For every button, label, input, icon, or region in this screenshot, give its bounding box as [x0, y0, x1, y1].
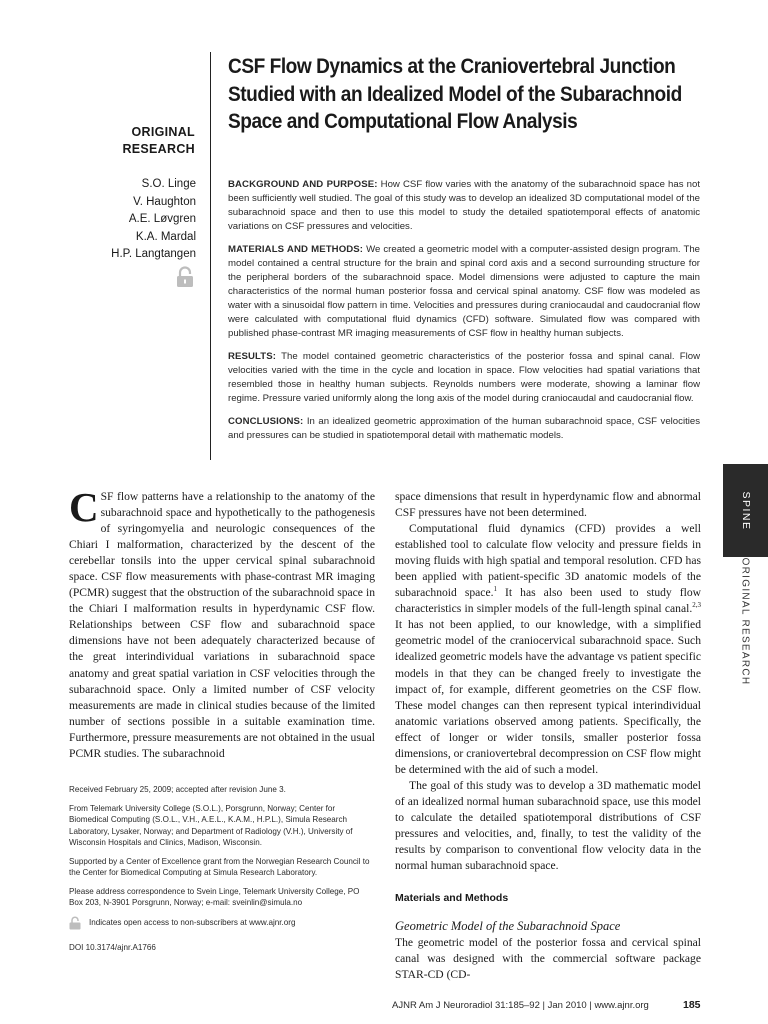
- footnote-support: Supported by a Center of Excellence grant from the Norwegian Research Council to the Center for Biomedical Computing at Simula Research Laboratory.: [69, 856, 370, 877]
- body-column-right: [395, 489, 701, 983]
- section-tab-spine: [723, 464, 768, 557]
- author: K.A. Mardal: [135, 230, 196, 243]
- section-label-line-2: RESEARCH: [122, 142, 195, 156]
- abstract-methods: [228, 243, 700, 341]
- abstract-text: In an idealized geometric approximation of the human subarachnoid space, CSF velocities and pressures can be studied in spatiotemporal detail with mathematic models.: [228, 416, 701, 441]
- author: H.P. Langtangen: [111, 248, 196, 261]
- footnotes: [69, 784, 375, 960]
- abstract: [228, 178, 700, 452]
- subsection-heading: Geometric Model of the Subarachnoid Space: [395, 919, 621, 934]
- reference-marker[interactable]: 2,3: [692, 601, 701, 610]
- body-text: SF flow patterns have a relationship to the anatomy of the subarachnoid space and hypothetically to the pathogenesis of syringomyelia and neurologic consequences of the Chiari I malformation, characterized by the descent of the cerebellar tonsils into the upper cervical spinal subarachnoid space. CSF flow measurements with phase-contrast MR imaging (PCMR) suggest that the obstruction of the subarachnoid space in the Chiari I malformation results in hyperdynamic CSF flow. Relationships between CSF flow and subarachnoid space dimensions have not been adequately characterized because of the great interindividual variations in subarachnoid space anatomy and great spatial variation in CSF velocities through the subarachnoid space. Only a limited number of CSF velocity measurements are made in clinical studies because of the limited number of sections possible in a suitable examination time. Furthermore, pressure measurements are not obtained in the usual PCMR studies. The subarachnoid: [69, 490, 375, 760]
- body-paragraph: space dimensions that result in hyperdynamic flow and abnormal CSF pressures have not been determined.: [395, 490, 701, 520]
- open-lock-icon: [176, 266, 194, 288]
- body-text: It has also been used to study flow characteristics in simpler models of the full-length spinal canal.: [395, 586, 701, 616]
- abstract-heading: BACKGROUND AND PURPOSE:: [228, 179, 378, 190]
- body-column-left: [69, 484, 375, 762]
- drop-cap: C: [69, 484, 99, 530]
- footnote-correspondence: Please address correspondence to Svein Linge, Telemark University College, PO Box 203, N-3901 Porsgrunn, Norway; e-mail: sveinlin@simula.no: [69, 886, 360, 907]
- abstract-background: [228, 178, 700, 234]
- side-label-original-research: ORIGINAL RESEARCH: [739, 557, 751, 686]
- author-list: [80, 176, 196, 264]
- author: V. Haughton: [133, 195, 196, 208]
- author: S.O. Linge: [141, 178, 196, 190]
- author: A.E. Løvgren: [128, 213, 196, 226]
- abstract-heading: CONCLUSIONS:: [228, 416, 304, 427]
- body-paragraph: [69, 484, 375, 762]
- section-label-line-1: ORIGINAL: [131, 125, 195, 139]
- abstract-text: We created a geometric model with a computer-assisted design program. The model contained a central structure for the brain and spinal cord axis and a second surrounding structure for the peripheral borders of the subarachnoid space. Model dimensions were adjusted to capture the main characteristics of the normal human posterior fossa and cervical spinal anatomy. CSF flow was modeled as water with a sinusoidal flow pattern in time. Velocities and pressures during craniocaudal and caudocranial flow were calculated with computational fluid dynamics (CFD) software. Simulated flow was compared with published phase-contrast MR imaging measurements of CSF flow in healthy human subjects.: [228, 244, 700, 339]
- page-number: 185: [683, 999, 701, 1011]
- journal-citation: AJNR Am J Neuroradiol 31:185–92 | Jan 2010 | www.ajnr.org: [392, 1000, 649, 1011]
- section-label: [90, 124, 195, 158]
- section-heading: Materials and Methods: [395, 892, 509, 905]
- body-paragraph: [395, 521, 701, 778]
- open-access-lock-icon: [69, 916, 81, 930]
- article-title: CSF Flow Dynamics at the Craniovertebral Junction Studied with an Idealized Model of the Subarachnoid Space and Computational Flow Analysis: [228, 55, 682, 134]
- abstract-text: The model contained geometric characteristics of the posterior fossa and spinal canal. Flow velocities varied with the time in the cycle and location in space. Flow velocities had spatial variations that resembled those in healthy human subjects. Reynolds numbers were moderate, showing a laminar flow regime. Pressure varied uniformly along the long axis of the model during craniocaudal and caudocranial flow.: [228, 351, 700, 404]
- header-divider: [210, 52, 211, 460]
- open-access-note: [69, 916, 375, 930]
- reference-marker[interactable]: 1: [493, 585, 497, 594]
- body-paragraph: The goal of this study was to develop a 3D mathematic model of an idealized normal human subarachnoid space, use this model to calculate the detailed spatiotemporal distributions of CSF pressures and velocities, and, finally, to test the validity of the results by comparison to conventional flow velocity data in the normal human subarachnoid space.: [395, 778, 701, 873]
- section-tab-label: SPINE: [739, 490, 752, 531]
- abstract-results: [228, 350, 700, 406]
- footnote-affiliations: From Telemark University College (S.O.L.), Porsgrunn, Norway; Center for Biomedical Computing (S.O.L., V.H., A.E.L., K.A.M., H.P.L.), Simula Research Laboratory, Lysaker, Norway; and Department of Radiology (V.H.), University of Wisconsin Hospitals and Clinics, Madison, Wisconsin.: [69, 803, 353, 847]
- abstract-heading: RESULTS:: [228, 351, 277, 362]
- body-text: Computational fluid dynamics (CFD) provides a well established tool to calculate flow velocity and pressure fields in moving fluids with high spatial and temporal resolution. CFD has been applied with patient-specific 3D anatomic models of the subarachnoid space.: [395, 522, 701, 600]
- doi[interactable]: DOI 10.3174/ajnr.A1766: [69, 942, 156, 952]
- abstract-heading: MATERIALS AND METHODS:: [228, 244, 364, 255]
- open-access-text: Indicates open access to non-subscribers at www.ajnr.org: [89, 917, 296, 927]
- abstract-conclusions: [228, 415, 700, 443]
- body-text: It has not been applied, to our knowledge, with a simplified geometric model of the craniocervical subarachnoid space. Such idealized geometric models have the advantage vs patient specific models in that they can be changed freely to investigate the impact of, for example, different geometries on the CSF flow. These model changes can then represent typical interindividual anatomic variations observed among patients. Specifically, the effect of longer or wider tonsils, smaller posterior fossa dimensions, or craniovertebral decompression on CSF flow might be determined with the aid of such a model.: [395, 618, 701, 776]
- abstract-text: How CSF flow varies with the anatomy of the subarachnoid space has not been sufficiently well studied. The goal of this study was to develop an idealized 3D computational model of the subarachnoid space and then to use this model to study the detailed spatiotemporal effects of anatomic variations on CSF pressures and velocities.: [228, 179, 701, 232]
- body-paragraph: The geometric model of the posterior fossa and cervical spinal canal was designed with the commercial software package STAR-CD (CD-: [395, 936, 701, 982]
- footnote-received: Received February 25, 2009; accepted after revision June 3.: [69, 785, 286, 794]
